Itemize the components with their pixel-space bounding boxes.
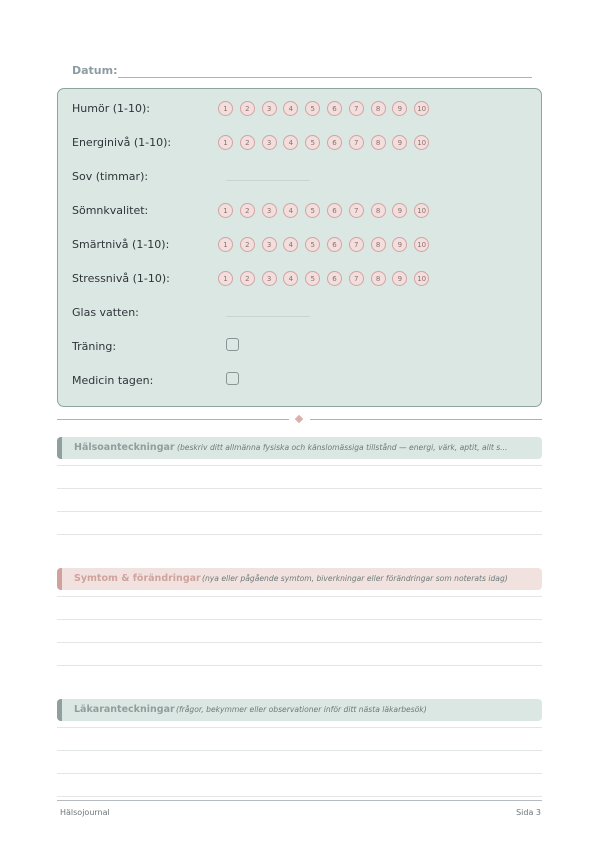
section-hint: (beskriv ditt allmänna fysiska och känslomässiga tillstånd — energi, värk, aptit, allt s... (177, 443, 508, 452)
writing-line[interactable] (57, 465, 542, 466)
rating-option[interactable]: 7 (349, 101, 364, 116)
rating-option[interactable]: 4 (283, 271, 298, 286)
tracker-row-label: Smärtnivå (1-10): (72, 238, 170, 251)
tracker-row-label: Sömnkvalitet: (72, 204, 149, 217)
rating-option[interactable]: 8 (371, 203, 386, 218)
tracker-row (72, 336, 532, 358)
rating-option[interactable]: 5 (305, 237, 320, 252)
section-divider (57, 419, 542, 420)
rating-scale (218, 268, 429, 290)
rating-option[interactable]: 9 (392, 101, 407, 116)
rating-option[interactable]: 1 (218, 203, 233, 218)
rating-option[interactable]: 7 (349, 135, 364, 150)
rating-option[interactable]: 7 (349, 203, 364, 218)
value-input-line[interactable] (226, 316, 310, 317)
rating-option[interactable]: 4 (283, 101, 298, 116)
rating-option[interactable]: 6 (327, 135, 342, 150)
rating-option[interactable]: 1 (218, 135, 233, 150)
tracker-row (72, 370, 532, 392)
rating-scale (218, 234, 429, 256)
rating-option[interactable]: 8 (371, 271, 386, 286)
rating-option[interactable]: 9 (392, 135, 407, 150)
tracker-row-label: Stressnivå (1-10): (72, 272, 170, 285)
rating-option[interactable]: 10 (414, 203, 429, 218)
rating-option[interactable]: 2 (240, 271, 255, 286)
rating-option[interactable]: 5 (305, 271, 320, 286)
rating-option[interactable]: 4 (283, 237, 298, 252)
section-header (57, 568, 542, 590)
writing-line[interactable] (57, 534, 542, 535)
rating-option[interactable]: 6 (327, 101, 342, 116)
rating-option[interactable]: 8 (371, 237, 386, 252)
tracker-row-label: Energinivå (1-10): (72, 136, 172, 149)
tracker-row-label: Medicin tagen: (72, 374, 154, 387)
rating-option[interactable]: 8 (371, 101, 386, 116)
tracker-row (72, 234, 532, 256)
writing-line[interactable] (57, 596, 542, 597)
writing-line[interactable] (57, 727, 542, 728)
daily-tracker-panel (57, 88, 542, 407)
tracker-row-label: Humör (1-10): (72, 102, 150, 115)
notes-section (57, 568, 542, 590)
rating-option[interactable]: 8 (371, 135, 386, 150)
writing-line[interactable] (57, 796, 542, 797)
rating-scale (218, 200, 429, 222)
diamond-ornament-icon (295, 415, 303, 423)
checkbox[interactable] (226, 372, 239, 385)
writing-line[interactable] (57, 773, 542, 774)
rating-option[interactable]: 4 (283, 135, 298, 150)
checkbox[interactable] (226, 338, 239, 351)
rating-option[interactable]: 1 (218, 237, 233, 252)
rating-option[interactable]: 3 (262, 237, 277, 252)
notes-section (57, 437, 542, 459)
rating-scale (218, 98, 429, 120)
section-header (57, 699, 542, 721)
rating-option[interactable]: 5 (305, 203, 320, 218)
rating-scale (218, 132, 429, 154)
footer-page-number: Sida 3 (516, 808, 541, 817)
rating-option[interactable]: 3 (262, 203, 277, 218)
writing-line[interactable] (57, 619, 542, 620)
tracker-row-label: Träning: (72, 340, 117, 353)
rating-option[interactable]: 4 (283, 203, 298, 218)
writing-line[interactable] (57, 642, 542, 643)
notes-section (57, 699, 542, 721)
rating-option[interactable]: 2 (240, 135, 255, 150)
writing-line[interactable] (57, 511, 542, 512)
rating-option[interactable]: 9 (392, 203, 407, 218)
rating-option[interactable]: 10 (414, 237, 429, 252)
date-field (72, 62, 532, 82)
tracker-row (72, 302, 532, 324)
tracker-row (72, 98, 532, 120)
rating-option[interactable]: 5 (305, 101, 320, 116)
rating-option[interactable]: 1 (218, 101, 233, 116)
section-title: Läkaranteckningar (74, 704, 175, 715)
rating-option[interactable]: 2 (240, 203, 255, 218)
section-hint: (nya eller pågående symtom, biverkningar eller förändringar som noterats idag) (202, 574, 508, 583)
rating-option[interactable]: 5 (305, 135, 320, 150)
page-footer (57, 800, 542, 817)
section-title: Symtom & förändringar (74, 573, 201, 584)
date-label: Datum: (72, 64, 118, 77)
section-hint: (frågor, bekymmer eller observationer inför ditt nästa läkarbesök) (176, 705, 427, 714)
rating-option[interactable]: 9 (392, 271, 407, 286)
rating-option[interactable]: 3 (262, 135, 277, 150)
rating-option[interactable]: 2 (240, 237, 255, 252)
rating-option[interactable]: 9 (392, 237, 407, 252)
writing-line[interactable] (57, 750, 542, 751)
rating-option[interactable]: 6 (327, 271, 342, 286)
footer-journal-title: Hälsojournal (60, 808, 110, 817)
tracker-row (72, 166, 532, 188)
rating-option[interactable]: 7 (349, 237, 364, 252)
rating-option[interactable]: 1 (218, 271, 233, 286)
tracker-row (72, 132, 532, 154)
writing-line[interactable] (57, 488, 542, 489)
section-title: Hälsoanteckningar (74, 442, 175, 453)
rating-option[interactable]: 10 (414, 271, 429, 286)
writing-line[interactable] (57, 665, 542, 666)
rating-option[interactable]: 6 (327, 203, 342, 218)
value-input-line[interactable] (226, 180, 310, 181)
rating-option[interactable]: 2 (240, 101, 255, 116)
rating-option[interactable]: 3 (262, 271, 277, 286)
tracker-row-label: Sov (timmar): (72, 170, 149, 183)
rating-option[interactable]: 10 (414, 101, 429, 116)
tracker-row (72, 268, 532, 290)
section-header (57, 437, 542, 459)
tracker-row (72, 200, 532, 222)
rating-option[interactable]: 6 (327, 237, 342, 252)
date-input-line[interactable] (118, 77, 532, 78)
rating-option[interactable]: 3 (262, 101, 277, 116)
tracker-row-label: Glas vatten: (72, 306, 139, 319)
rating-option[interactable]: 10 (414, 135, 429, 150)
rating-option[interactable]: 7 (349, 271, 364, 286)
